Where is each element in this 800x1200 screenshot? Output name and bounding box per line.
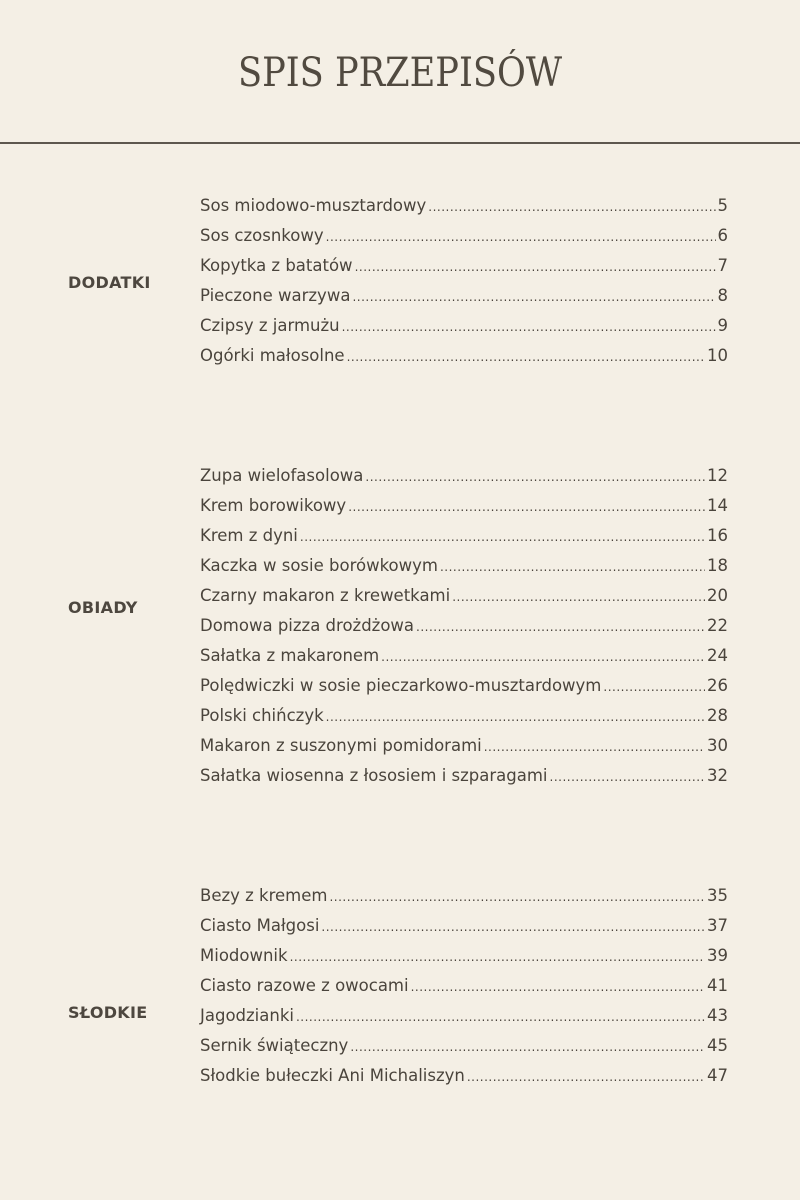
dot-leader [300, 522, 705, 552]
dot-leader [352, 282, 715, 312]
page-number: 18 [707, 556, 728, 575]
page-number: 39 [707, 946, 728, 965]
dot-leader [296, 1002, 705, 1032]
dot-leader [321, 912, 705, 942]
recipe-name: Kopytka z batatów [200, 256, 353, 275]
title-divider [0, 142, 800, 144]
dot-leader [452, 582, 705, 612]
section-entries-slodkie [200, 881, 728, 1091]
page-number: 12 [707, 466, 728, 485]
toc-entry[interactable] [200, 491, 728, 521]
section-label-dodatki: DODATKI [68, 273, 151, 292]
page-number: 30 [707, 736, 728, 755]
section-entries-dodatki [200, 191, 728, 371]
toc-entry[interactable] [200, 581, 728, 611]
dot-leader [416, 612, 705, 642]
toc-entry[interactable] [200, 1061, 728, 1091]
recipe-name: Polski chińczyk [200, 706, 324, 725]
dot-leader [603, 672, 705, 702]
dot-leader [290, 942, 705, 972]
dot-leader [440, 552, 705, 582]
recipe-name: Makaron z suszonymi pomidorami [200, 736, 482, 755]
recipe-name: Krem borowikowy [200, 496, 347, 515]
dot-leader [428, 192, 715, 222]
dot-leader [484, 732, 705, 762]
dot-leader [467, 1062, 705, 1092]
dot-leader [326, 702, 705, 732]
recipe-name: Sałatka wiosenna z łososiem i szparagami [200, 766, 548, 785]
dot-leader [342, 312, 716, 342]
section-label-slodkie: SŁODKIE [68, 1003, 148, 1022]
page-number: 8 [717, 286, 728, 305]
recipe-name: Sos czosnkowy [200, 226, 324, 245]
recipe-name: Domowa pizza drożdżowa [200, 616, 415, 635]
toc-entry[interactable] [200, 971, 728, 1001]
toc-entry[interactable] [200, 941, 728, 971]
toc-entry[interactable] [200, 701, 728, 731]
page-number: 45 [707, 1036, 728, 1055]
recipe-name: Ciasto Małgosi [200, 916, 320, 935]
toc-entry[interactable] [200, 221, 728, 251]
dot-leader [411, 972, 705, 1002]
toc-entry[interactable] [200, 611, 728, 641]
page-number: 32 [707, 766, 728, 785]
page-number: 47 [707, 1066, 728, 1085]
page-number: 20 [707, 586, 728, 605]
page-number: 7 [717, 256, 728, 275]
toc-entry[interactable] [200, 341, 728, 371]
toc-entry[interactable] [200, 461, 728, 491]
page-number: 5 [717, 196, 728, 215]
toc-entry[interactable] [200, 551, 728, 581]
page-number: 22 [707, 616, 728, 635]
toc-entry[interactable] [200, 191, 728, 221]
recipe-name: Słodkie bułeczki Ani Michaliszyn [200, 1066, 465, 1085]
page-number: 43 [707, 1006, 728, 1025]
section-entries-obiady [200, 461, 728, 791]
page-number: 9 [717, 316, 728, 335]
dot-leader [350, 1032, 705, 1062]
recipe-name: Krem z dyni [200, 526, 298, 545]
toc-entry[interactable] [200, 1001, 728, 1031]
dot-leader [550, 762, 705, 792]
toc-entry[interactable] [200, 311, 728, 341]
recipe-name: Czipsy z jarmużu [200, 316, 340, 335]
dot-leader [365, 462, 705, 492]
page-number: 10 [707, 346, 728, 365]
page-number: 26 [707, 676, 728, 695]
recipe-name: Sos miodowo-musztardowy [200, 196, 427, 215]
page-number: 16 [707, 526, 728, 545]
recipe-name: Kaczka w sosie borówkowym [200, 556, 438, 575]
recipe-name: Bezy z kremem [200, 886, 328, 905]
recipe-name: Zupa wielofasolowa [200, 466, 364, 485]
page-number: 37 [707, 916, 728, 935]
recipe-name: Sernik świąteczny [200, 1036, 349, 1055]
page-title: SPIS PRZEPISÓW [237, 50, 563, 96]
toc-entry[interactable] [200, 641, 728, 671]
toc-entry[interactable] [200, 281, 728, 311]
recipe-name: Czarny makaron z krewetkami [200, 586, 451, 605]
page-number: 14 [707, 496, 728, 515]
recipe-name: Pieczone warzywa [200, 286, 351, 305]
page-number: 41 [707, 976, 728, 995]
page-number: 28 [707, 706, 728, 725]
page-number: 6 [717, 226, 728, 245]
toc-entry[interactable] [200, 521, 728, 551]
page-number: 24 [707, 646, 728, 665]
recipe-name: Sałatka z makaronem [200, 646, 380, 665]
toc-entry[interactable] [200, 1031, 728, 1061]
section-label-obiady: OBIADY [68, 598, 138, 617]
toc-entry[interactable] [200, 761, 728, 791]
dot-leader [326, 222, 716, 252]
page-number: 35 [707, 886, 728, 905]
toc-entry[interactable] [200, 671, 728, 701]
toc-entry[interactable] [200, 251, 728, 281]
dot-leader [355, 252, 716, 282]
toc-entry[interactable] [200, 881, 728, 911]
recipe-name: Polędwiczki w sosie pieczarkowo-musztardowym [200, 676, 602, 695]
recipe-name: Jagodzianki [200, 1006, 294, 1025]
recipe-name: Ciasto razowe z owocami [200, 976, 409, 995]
dot-leader [347, 342, 705, 372]
toc-entry[interactable] [200, 911, 728, 941]
dot-leader [329, 882, 705, 912]
recipe-name: Miodownik [200, 946, 288, 965]
toc-entry[interactable] [200, 731, 728, 761]
recipe-name: Ogórki małosolne [200, 346, 345, 365]
dot-leader [381, 642, 705, 672]
dot-leader [348, 492, 705, 522]
